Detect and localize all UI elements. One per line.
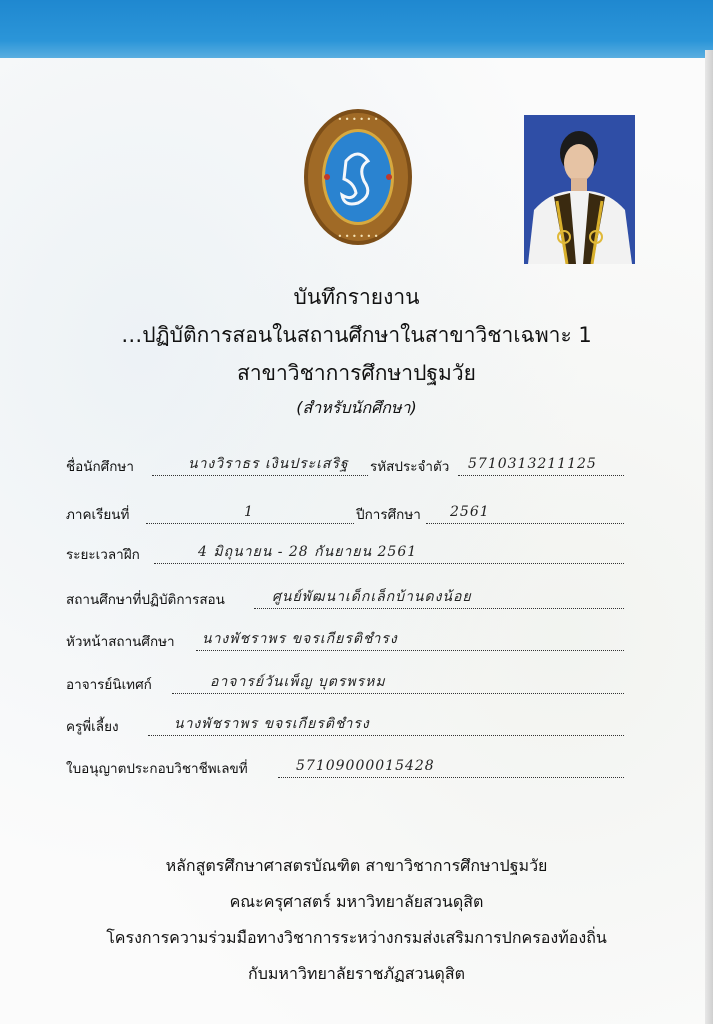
year-label: ปีการศึกษา bbox=[356, 507, 421, 523]
row-semester bbox=[66, 503, 626, 527]
student-name-label: ชื่อนักศึกษา bbox=[66, 459, 134, 475]
head-label: หัวหน้าสถานศึกษา bbox=[66, 634, 175, 650]
license-value: 57109000015428 bbox=[296, 758, 435, 774]
footer-line-1: หลักสูตรศึกษาศาสตรบัณฑิต สาขาวิชาการศึกษาปฐมวัย bbox=[165, 856, 548, 875]
row-license bbox=[66, 757, 626, 781]
row-period bbox=[66, 543, 626, 567]
mentor-value: นางพัชราพร ขจรเกียรติชำรง bbox=[174, 716, 370, 732]
footer-line-4: กับมหาวิทยาลัยราชภัฏสวนดุสิต bbox=[248, 964, 465, 983]
school-value: ศูนย์พัฒนาเด็กเล็กบ้านดงน้อย bbox=[272, 589, 472, 605]
program-footer bbox=[0, 848, 713, 992]
title-line-3: สาขาวิชาการศึกษาปฐมวัย bbox=[237, 361, 476, 385]
supervisor-label: อาจารย์นิเทศก์ bbox=[66, 677, 152, 693]
row-school bbox=[66, 588, 626, 612]
title-line-2: …ปฏิบัติการสอนในสถานศึกษาในสาขาวิชาเฉพาะ 1 bbox=[121, 323, 592, 347]
period-label: ระยะเวลาฝึก bbox=[66, 547, 140, 563]
supervisor-value: อาจารย์วันเพ็ญ บุตรพรหม bbox=[210, 674, 386, 690]
row-supervisor bbox=[66, 673, 626, 697]
top-blue-band bbox=[0, 0, 713, 58]
year-value: 2561 bbox=[450, 504, 490, 520]
subtitle: (สำหรับนักศึกษา) bbox=[296, 398, 417, 417]
license-label: ใบอนุญาตประกอบวิชาชีพเลขที่ bbox=[66, 761, 248, 777]
student-id-value: 5710313211125 bbox=[468, 456, 597, 472]
school-label: สถานศึกษาที่ปฏิบัติการสอน bbox=[66, 592, 225, 608]
head-value: นางพัชราพร ขจรเกียรติชำรง bbox=[202, 631, 398, 647]
student-id-label: รหัสประจำตัว bbox=[370, 459, 450, 475]
svg-text:• • • • • •: • • • • • • bbox=[337, 115, 379, 124]
mentor-label: ครูพี่เลี้ยง bbox=[66, 719, 119, 735]
university-seal-logo bbox=[302, 107, 414, 247]
row-student-name bbox=[66, 455, 626, 479]
footer-line-2: คณะครุศาสตร์ มหาวิทยาลัยสวนดุสิต bbox=[229, 892, 484, 911]
semester-value: 1 bbox=[244, 504, 254, 520]
svg-text:• • • • • •: • • • • • • bbox=[337, 232, 379, 241]
row-head bbox=[66, 630, 626, 654]
document-title-block bbox=[0, 278, 713, 422]
period-value: 4 มิถุนายน - 28 กันยายน 2561 bbox=[198, 544, 418, 560]
semester-label: ภาคเรียนที่ bbox=[66, 507, 130, 523]
student-photo bbox=[524, 115, 635, 264]
footer-line-3: โครงการความร่วมมือทางวิชาการระหว่างกรมส่งเสริมการปกครองท้องถิ่น bbox=[106, 928, 607, 947]
row-mentor bbox=[66, 715, 626, 739]
title-line-1: บันทึกรายงาน bbox=[293, 285, 420, 309]
student-name-value: นางวิราธร เงินประเสริฐ bbox=[188, 456, 349, 472]
